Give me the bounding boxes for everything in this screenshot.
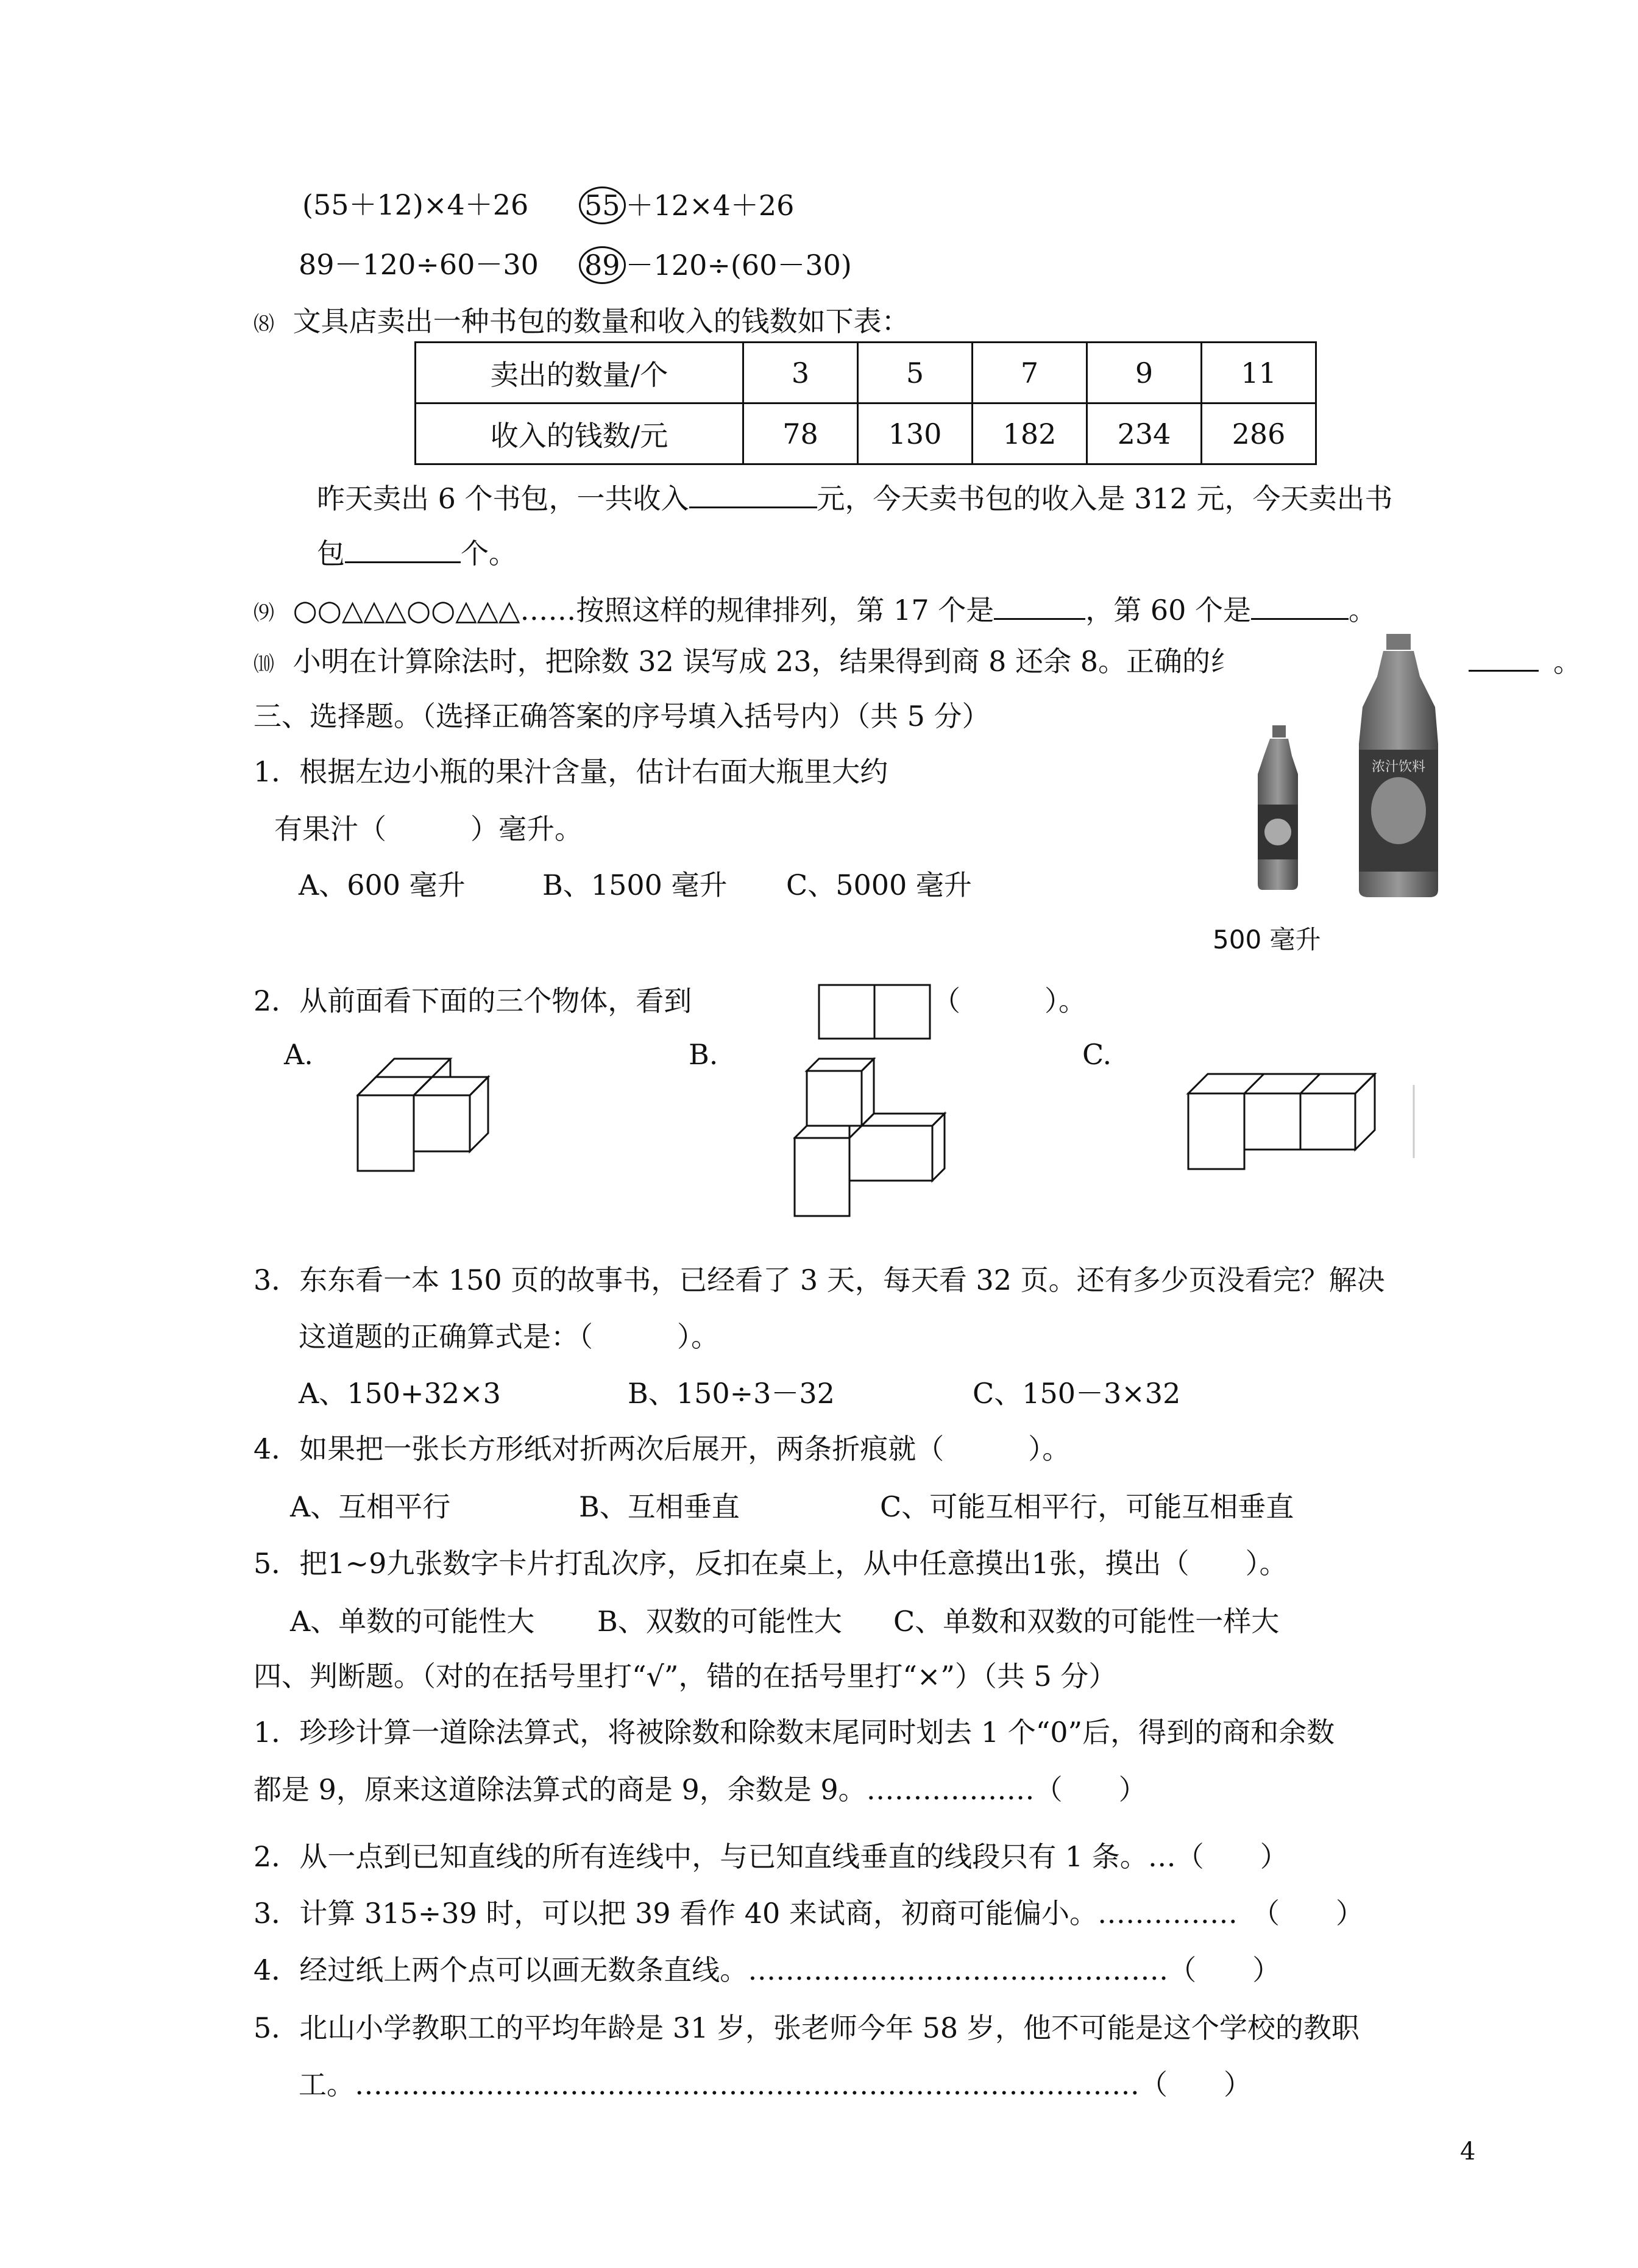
s4-j5-line1: 5．北山小学教职工的平均年龄是 31 岁，张老师今年 58 岁，他不可能是这个学校的教职 (254, 2011, 1360, 2044)
table-cell: 11 (1202, 343, 1316, 403)
s3-q2-option-a: A. (284, 1038, 313, 1071)
cube-figure-a (356, 1058, 515, 1216)
bottle-volume-label: 500 毫升 (1213, 925, 1321, 954)
bottle-brand-text: 浓汁饮料 (1371, 759, 1426, 775)
cube-figure-b (793, 1058, 958, 1222)
s3-q1-option-a: A、600 毫升 (299, 869, 466, 901)
s4-j2: 2．从一点到已知直线的所有连线中，与已知直线垂直的线段只有 1 条。…（ ） (254, 1840, 1288, 1873)
s3-q2-option-c: C. (1082, 1038, 1112, 1071)
s4-j1-line1: 1．珍珍计算一道除法算式，将被除数和除数末尾同时划去 1 个“0”后，得到的商和余数 (254, 1716, 1335, 1749)
q10-text-c: 。 (1553, 645, 1581, 678)
q9-number: ⑼ (254, 601, 274, 625)
s3-q5-option-b: B、双数的可能性大 (597, 1605, 842, 1638)
s3-q3-option-a: A、150+32×3 (299, 1377, 501, 1410)
sales-table (414, 341, 1317, 465)
s3-q3-option-b: B、150÷3－32 (628, 1377, 835, 1410)
s3-q3-line1: 3．东东看一本 150 页的故事书，已经看了 3 天，每天看 32 页。还有多少页没看完？解决 (254, 1264, 1385, 1296)
s3-q5-option-c: C、单数和双数的可能性一样大 (893, 1605, 1280, 1638)
section4-heading: 四、判断题。（对的在括号里打“√”，错的在括号里打“×”）（共 5 分） (254, 1660, 1117, 1693)
s4-j5-line2: 工。…………………………………………………………………………（ ） (299, 2068, 1252, 2101)
cube-figure-c (1176, 1073, 1420, 1176)
q8-prompt (254, 303, 910, 343)
table-cell: 78 (743, 403, 858, 464)
q8-line2 (317, 535, 517, 572)
small-bottle-icon (1258, 725, 1298, 890)
s4-j1-line2: 都是 9，原来这道除法算式的商是 9，余数是 9。………………（ ） (254, 1773, 1147, 1806)
answer-blank[interactable] (994, 591, 1085, 620)
s3-q3-line2: 这道题的正确算式是：（ ）。 (299, 1320, 719, 1353)
q10 (254, 643, 1238, 683)
expression-1b-rest: ＋12×4＋26 (625, 189, 795, 222)
s3-q1-option-c: C、5000 毫升 (786, 869, 972, 901)
front-view-figure (818, 983, 934, 1042)
circled-number: 89 (579, 246, 626, 284)
expression-2b-rest: －120÷(60－30) (625, 249, 852, 282)
row-label-quantity: 卖出的数量/个 (416, 343, 743, 403)
table-cell: 7 (973, 343, 1087, 403)
q10-text: 小明在计算除法时，把除数 32 误写成 23，结果得到商 8 还余 8。正确的纟 (292, 645, 1238, 678)
q8-line2-text-b: 个。 (461, 537, 517, 570)
s3-q1-option-b: B、1500 毫升 (542, 869, 728, 901)
q9-text-c: 。 (1349, 594, 1377, 627)
s3-q5-line: 5．把1~9九张数字卡片打乱次序，反扣在桌上，从中任意摸出1张，摸出（ ）。 (254, 1547, 1288, 1580)
q8-line2-text: 包 (317, 537, 345, 570)
table-cell: 5 (858, 343, 973, 403)
row-label-income: 收入的钱数/元 (416, 403, 743, 464)
s3-q2-line: 2．从前面看下面的三个物体，看到 (254, 984, 692, 1017)
s4-j3: 3．计算 315÷39 时，可以把 39 看作 40 来试商，初商可能偏小。…………… （ ） (254, 1897, 1364, 1930)
s3-q2-option-b: B. (689, 1038, 718, 1071)
s3-q1-line1: 1．根据左边小瓶的果汁含量，估计右面大瓶里大约 (254, 755, 888, 788)
juice-bottles-illustration (1231, 634, 1499, 902)
s3-q4-option-a: A、互相平行 (290, 1490, 451, 1523)
q8-line1 (317, 480, 1393, 517)
q9-text-b: ，第 60 个是 (1085, 594, 1251, 627)
table-row (416, 343, 1316, 403)
q8-number: ⑻ (254, 312, 274, 336)
expression-1a: (55＋12)×4＋26 (302, 188, 529, 221)
q8-line1-text: 昨天卖出 6 个书包，一共收入 (317, 482, 689, 515)
s3-q4-option-b: B、互相垂直 (579, 1490, 740, 1523)
answer-blank[interactable] (689, 480, 817, 508)
expression-2a: 89－120÷60－30 (299, 248, 539, 281)
table-cell: 286 (1202, 403, 1316, 464)
s4-j4: 4．经过纸上两个点可以画无数条直线。………………………………………（ ） (254, 1953, 1281, 1986)
q9 (254, 591, 1377, 631)
s3-q5-option-a: A、单数的可能性大 (290, 1605, 535, 1638)
q8-line1-text-b: 元，今天卖书包的收入是 312 元，今天卖出书 (817, 482, 1393, 515)
table-cell: 130 (858, 403, 973, 464)
s3-q3-option-c: C、150－3×32 (973, 1377, 1181, 1410)
s3-q2-paren: （ ）。 (932, 984, 1087, 1017)
expression-1b (579, 187, 794, 224)
answer-blank[interactable] (345, 535, 461, 563)
q8-text: 文具店卖出一种书包的数量和收入的钱数如下表： (292, 305, 910, 338)
s3-q1-line2: 有果汁（ ）毫升。 (274, 812, 583, 845)
circled-number: 55 (579, 187, 626, 224)
table-cell: 3 (743, 343, 858, 403)
table-row (416, 403, 1316, 464)
table-cell: 182 (973, 403, 1087, 464)
q10-number: ⑽ (254, 652, 274, 677)
s3-q4-line: 4．如果把一张长方形纸对折两次后展开，两条折痕就（ ）。 (254, 1432, 1071, 1465)
page-number: 4 (1460, 2138, 1476, 2166)
table-cell: 9 (1087, 343, 1202, 403)
q9-text: ○○△△△○○△△△……按照这样的规律排列，第 17 个是 (292, 594, 994, 627)
table-cell: 234 (1087, 403, 1202, 464)
section3-heading: 三、选择题。（选择正确答案的序号填入括号内）（共 5 分） (254, 700, 990, 733)
expression-2b (579, 246, 852, 284)
answer-blank[interactable] (1251, 591, 1349, 620)
s3-q4-option-c: C、可能互相平行，可能互相垂直 (880, 1490, 1294, 1523)
